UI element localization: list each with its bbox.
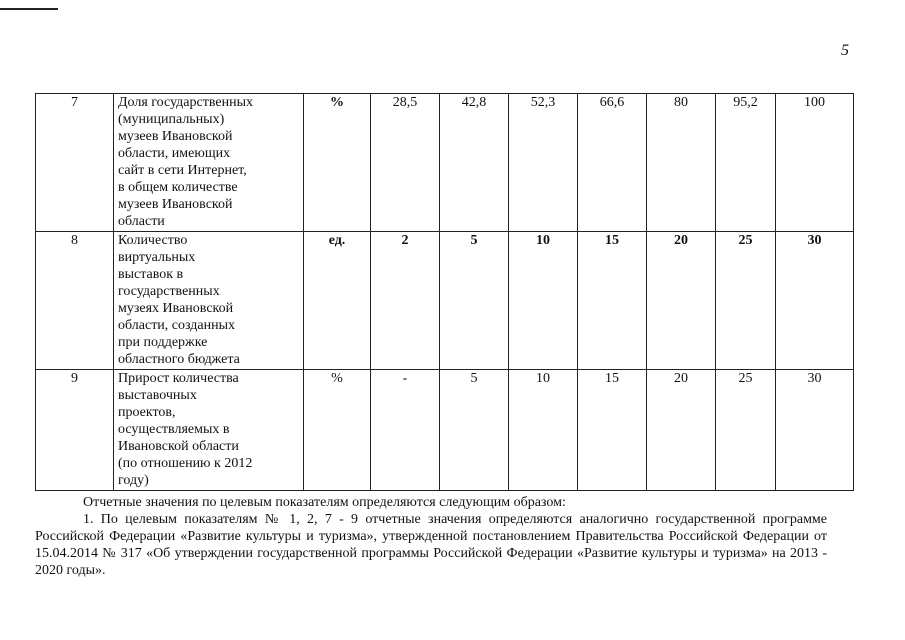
value-cell: 28,5 [371,94,440,232]
value-cell: 10 [509,232,578,370]
indicator-line: осуществляемых в [118,422,230,437]
value-cell: 5 [440,370,509,491]
indicator-line: при поддержке [118,335,208,350]
indicator-line: в общем количестве [118,180,238,195]
page-number: 5 [841,42,849,59]
indicator-line: году) [118,473,149,488]
unit-cell: ед. [304,232,371,370]
indicator-line: музеев Ивановской [118,197,233,212]
indicators-table [35,93,854,491]
indicator-line: сайт в сети Интернет, [118,163,247,178]
indicator-line: (муниципальных) [118,112,225,127]
indicator-line: области, созданных [118,318,236,333]
value-cell: 30 [776,370,854,491]
table-row [36,370,854,491]
value-cell: 2 [371,232,440,370]
footer-item-1: 1. По целевым показателям № 1, 2, 7 - 9 отчетные значения определяются аналогично государственной программе Российской Федерации «Развитие культуры и туризма», утвержденной постановлением Правительства Российской Федерации от 15.04.2014 № 317 «Об утверждении государственной программы Российской Федерации «Развитие культуры и туризма» на 2013 - 2020 годы». [35,512,827,578]
indicator-line: выставочных [118,388,197,403]
indicator-line: области, имеющих [118,146,231,161]
row-number: 7 [36,94,114,232]
indicator-line: области [118,214,165,229]
indicator-line: Ивановской области [118,439,239,454]
value-cell: 20 [647,370,716,491]
indicator-line: Доля государственных [118,95,253,110]
indicator-line: проектов, [118,405,176,420]
value-cell: 42,8 [440,94,509,232]
value-cell: 80 [647,94,716,232]
value-cell: 15 [578,370,647,491]
indicator-line: музеях Ивановской [118,301,234,316]
value-cell: 52,3 [509,94,578,232]
value-cell: - [371,370,440,491]
value-cell: 95,2 [716,94,776,232]
unit-cell: % [304,94,371,232]
value-cell: 25 [716,370,776,491]
value-cell: 66,6 [578,94,647,232]
footer-text [35,494,827,579]
indicator-line: виртуальных [118,250,196,265]
table-row [36,94,854,232]
value-cell: 5 [440,232,509,370]
indicator-line: государственных [118,284,220,299]
value-cell: 25 [716,232,776,370]
table-row [36,232,854,370]
row-number: 8 [36,232,114,370]
footer-intro: Отчетные значения по целевым показателям определяются следующим образом: [83,495,566,510]
value-cell: 30 [776,232,854,370]
indicator-cell [114,94,304,232]
value-cell: 15 [578,232,647,370]
value-cell: 20 [647,232,716,370]
indicator-line: Количество [118,233,188,248]
row-number: 9 [36,370,114,491]
indicator-line: музеев Ивановской [118,129,233,144]
value-cell: 100 [776,94,854,232]
indicator-cell [114,370,304,491]
value-cell: 10 [509,370,578,491]
indicator-line: Прирост количества [118,371,239,386]
indicator-line: выставок в [118,267,184,282]
indicator-line: областного бюджета [118,352,240,367]
unit-cell: % [304,370,371,491]
indicator-line: (по отношению к 2012 [118,456,253,471]
indicator-cell [114,232,304,370]
top-rule [0,8,58,10]
